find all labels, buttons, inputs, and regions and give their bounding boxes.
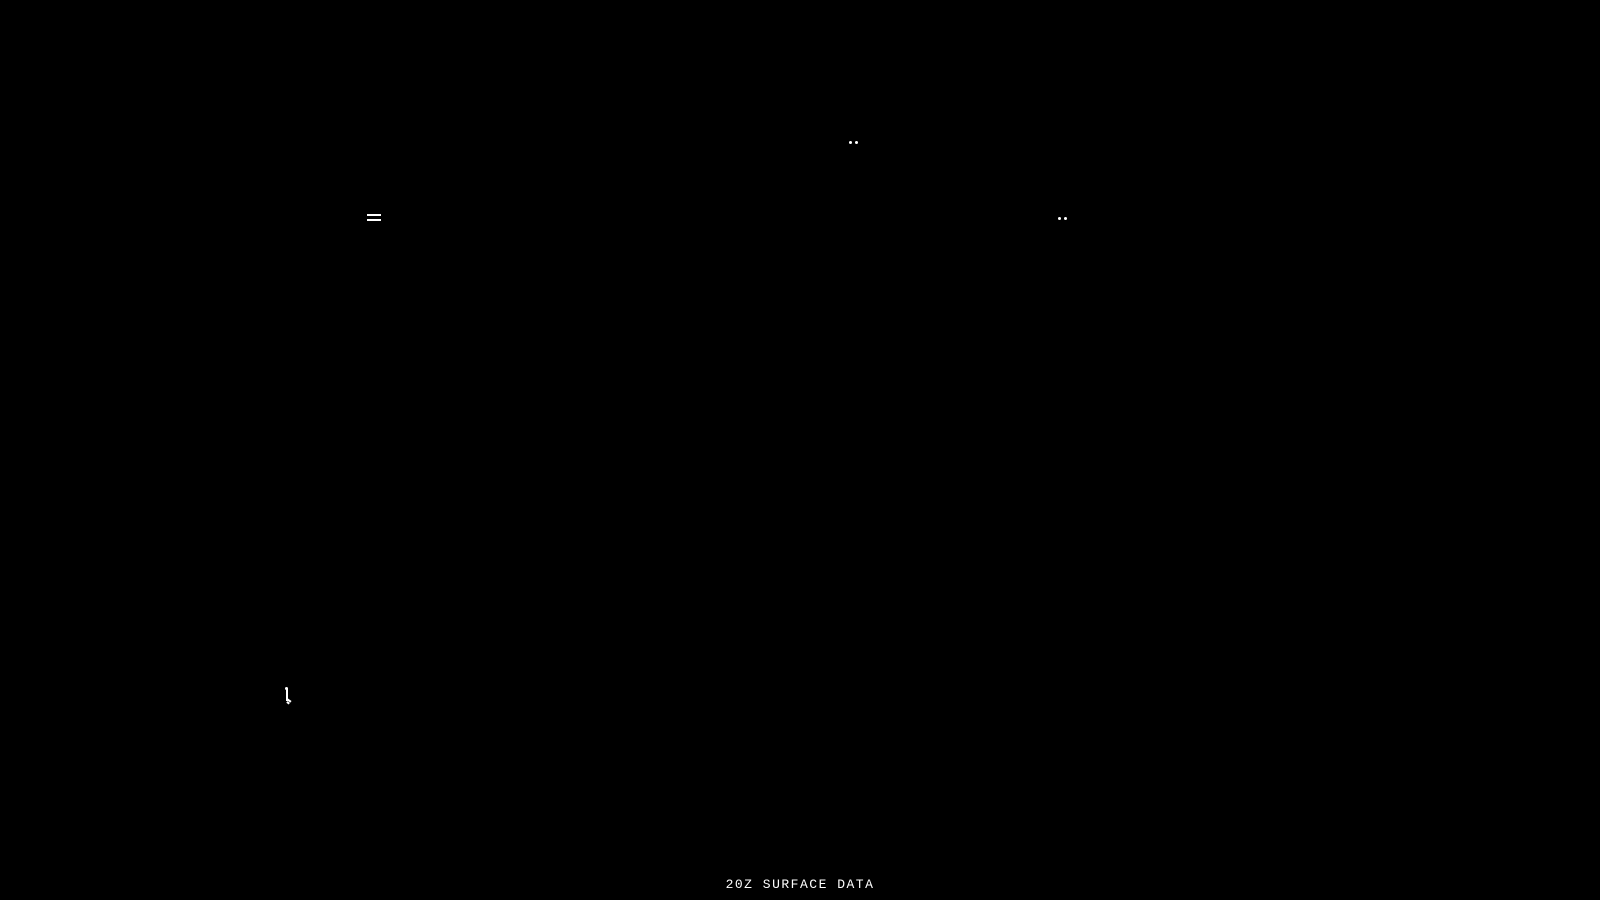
page-title: 20Z SURFACE DATA (725, 877, 875, 892)
map-marker-dot-pair-upper[interactable] (849, 119, 883, 167)
dot-pair-icon (849, 141, 861, 145)
map-marker-station-plot[interactable] (281, 665, 307, 727)
map-marker-dot-pair-right[interactable] (1058, 195, 1092, 243)
equals-icon (367, 214, 381, 221)
dot-pair-icon (1058, 217, 1070, 221)
wind-barb-icon (281, 687, 295, 705)
map-marker-equals-left[interactable] (367, 190, 396, 245)
